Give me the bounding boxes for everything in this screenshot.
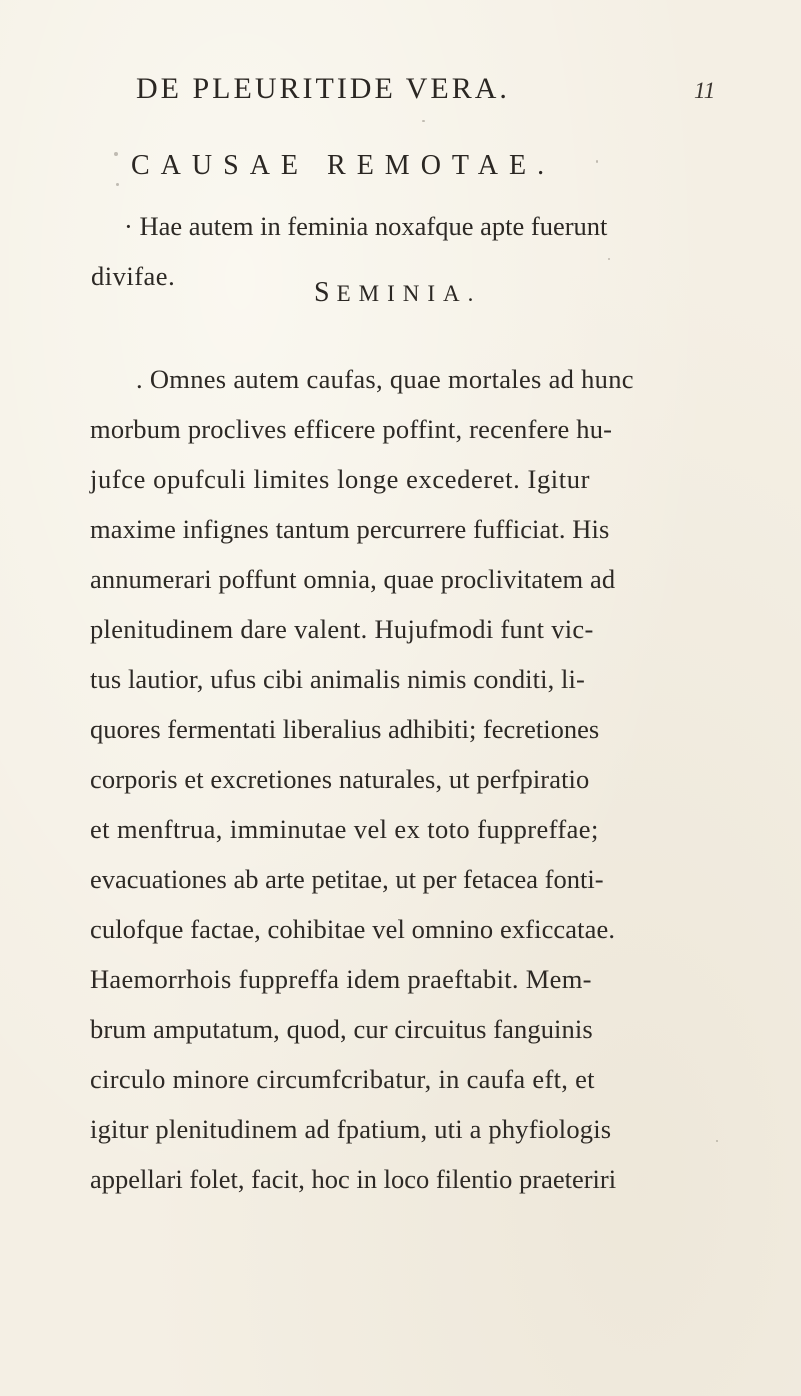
paper-speck xyxy=(596,160,598,163)
section-heading-text: CAUSAE REMOTAE. xyxy=(131,150,556,181)
paper-speck xyxy=(608,258,610,260)
running-head xyxy=(0,72,801,112)
text-line: morbum proclives efficere poffint, recenfere hu- xyxy=(90,414,613,444)
subheading-initial: S xyxy=(314,277,337,308)
subheading-text xyxy=(314,277,481,309)
text-line: igitur plenitudinem ad fpatium, uti a phyfiologis xyxy=(90,1114,612,1144)
text-line: . Omnes autem caufas, quae mortales ad hunc xyxy=(136,364,634,394)
text-line: corporis et excretiones naturales, ut perfpiratio xyxy=(90,764,590,794)
text-line: annumerari poffunt omnia, quae proclivitatem ad xyxy=(90,564,616,594)
text-line: maxime infignes tantum percurrere fufficiat. His xyxy=(90,514,610,544)
text-line: culofque factae, cohibitae vel omnino exficcatae. xyxy=(90,914,616,944)
running-title: DE PLEURITIDE VERA. xyxy=(136,72,510,105)
paper-speck xyxy=(114,152,118,156)
text-line: · Hae autem in feminia noxafque apte fuerunt xyxy=(124,211,608,241)
text-line: brum amputatum, quod, cur circuitus fanguinis xyxy=(90,1014,593,1044)
text-line: appellari folet, facit, hoc in loco filentio praeteriri xyxy=(90,1164,617,1194)
paper-speck xyxy=(716,1140,718,1142)
text-line: circulo minore circumfcribatur, in caufa eft, et xyxy=(90,1064,595,1094)
text-line: evacuationes ab arte petitae, ut per fetacea fonti- xyxy=(90,864,604,894)
text-line: jufce opufculi limites longe excederet. Igitur xyxy=(90,464,591,494)
page-number: 11 xyxy=(694,78,716,103)
text-line: et menftrua, imminutae vel ex toto fuppreffae; xyxy=(90,814,599,844)
text-line: divifae. xyxy=(91,261,176,291)
text-line: quores fermentati liberalius adhibiti; fecretiones xyxy=(90,714,600,744)
text-line: plenitudinem dare valent. Hujufmodi funt vic- xyxy=(90,614,594,644)
text-line: Haemorrhois fuppreffa idem praeftabit. Mem- xyxy=(90,964,592,994)
paper-speck xyxy=(116,183,119,186)
text-line: tus lautior, ufus cibi animalis nimis conditi, li- xyxy=(90,664,585,694)
subheading-rest: EMINIA. xyxy=(336,281,482,306)
paper-speck xyxy=(422,120,425,122)
